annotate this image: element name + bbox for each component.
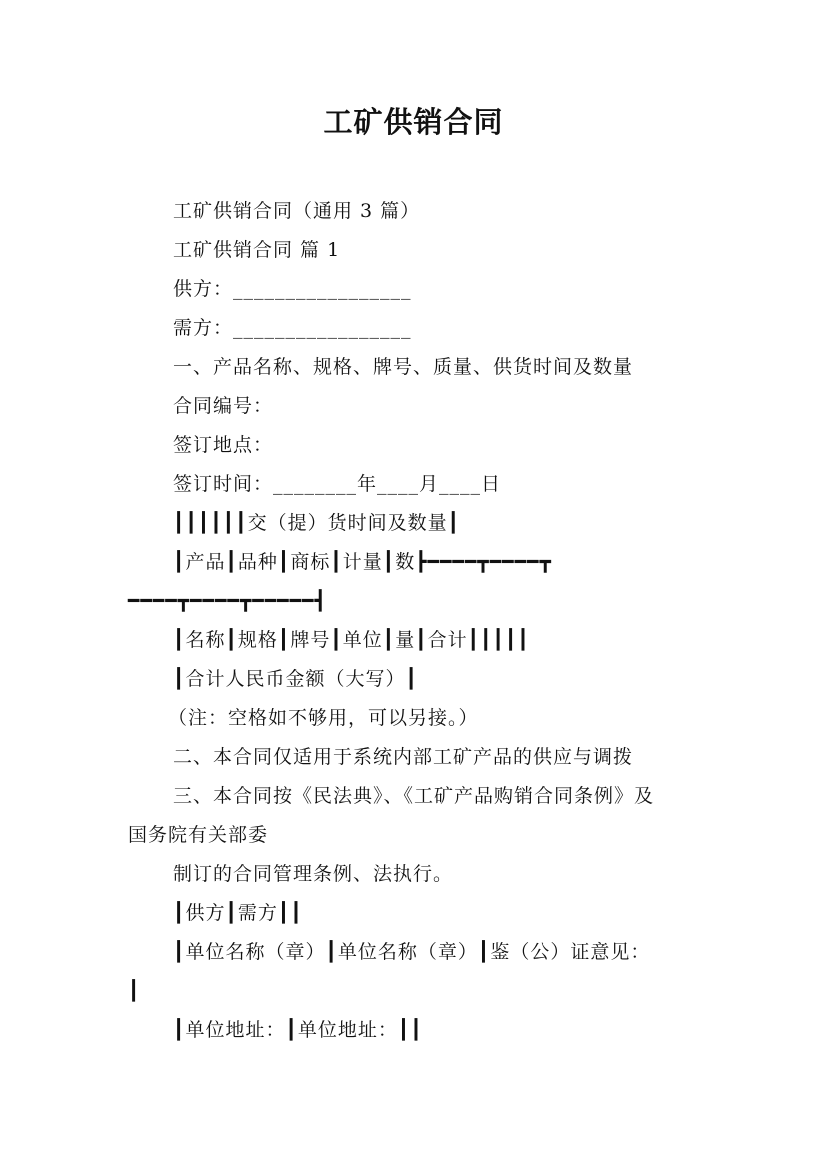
document-title: 工矿供销合同 [323,105,504,139]
signing-place-line: 签订地点： [173,434,274,456]
table-row-header-2-continued: ━━━━┳━━━━┳━━━━━┫ [128,590,328,612]
clause-three-line: 三、本合同按《民法典》、《工矿产品购销合同条例》及 [173,785,655,807]
signature-table-unit-name-continued: ┃ [128,980,141,1002]
note-line: （注：空格如不够用，可以另接。） [168,707,479,729]
buyer-line: 需方：_________________ [173,317,412,339]
table-row-total: ┃合计人民币金额（大写）┃ [173,668,418,690]
table-row-header-2: ┃产品┃品种┃商标┃计量┃数┣━━━━┳━━━━┳ [173,551,553,573]
signature-table-unit-name: ┃单位名称（章）┃单位名称（章）┃鉴（公）证意见： [173,941,651,963]
clause-three-end: 制订的合同管理条例、法执行。 [173,863,454,885]
subtitle-line: 工矿供销合同（通用 3 篇） [173,200,421,222]
clause-three-continued: 国务院有关部委 [128,824,269,846]
signature-table-header: ┃供方┃需方┃┃ [173,902,303,924]
contract-number-line: 合同编号： [173,395,274,417]
clause-two-line: 二、本合同仅适用于系统内部工矿产品的供应与调拨 [173,746,634,768]
table-row-header-3: ┃名称┃规格┃牌号┃单位┃量┃合计┃┃┃┃┃ [173,629,530,651]
table-row-header-1: ┃┃┃┃┃┃交（提）货时间及数量┃ [173,512,461,534]
signing-date-line: 签订时间：________年____月____日 [173,473,502,495]
supplier-line: 供方：_________________ [173,278,412,300]
signature-table-address: ┃单位地址：┃单位地址：┃┃ [173,1019,423,1041]
clause-one-line: 一、产品名称、规格、牌号、质量、供货时间及数量 [173,356,634,378]
section-heading-line: 工矿供销合同 篇 1 [173,239,341,261]
